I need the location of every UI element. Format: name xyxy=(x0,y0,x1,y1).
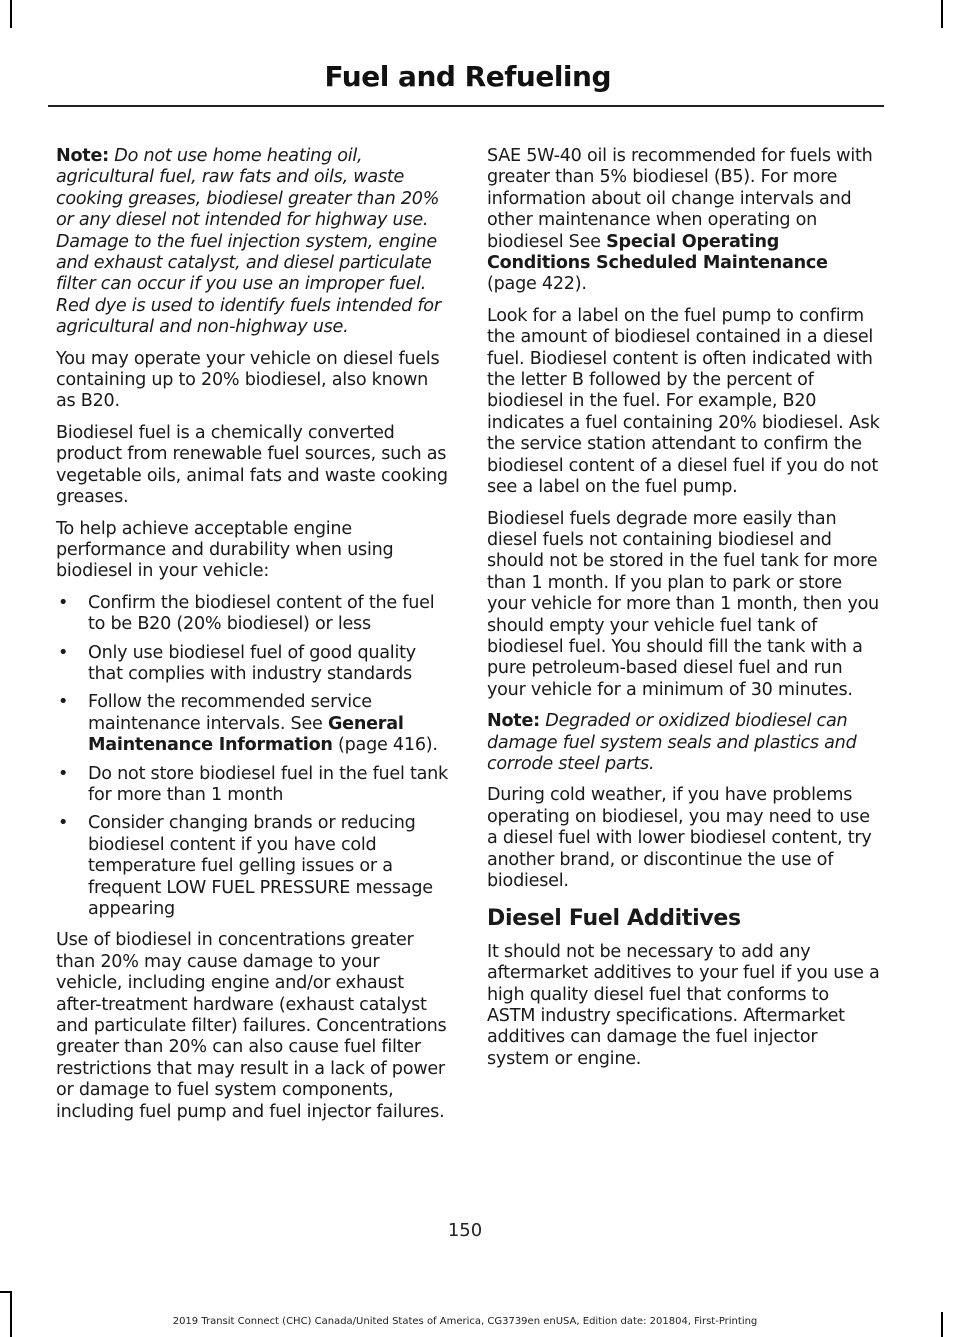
paragraph-oil-recommendation: SAE 5W-40 oil is recommended for fuels with greater than 5% biodiesel (B5). For more information about oil change intervals and other maintenance when operating on biodiesel See Special Operating Conditions Scheduled Maintenance (page 422). xyxy=(487,146,873,295)
note-text: Degraded or oxidized biodiesel can damage fuel system seals and plastics and corrode steel parts. xyxy=(487,711,857,774)
bullet-icon: • xyxy=(58,763,69,784)
right-column xyxy=(487,146,881,1080)
biodiesel-guidelines-list xyxy=(56,593,450,921)
note-label: Note: xyxy=(487,711,540,732)
list-item: • Only use biodiesel fuel of good quality that complies with industry standards xyxy=(58,642,416,684)
bullet-icon: • xyxy=(58,813,69,834)
paragraph-acceptable-performance: To help achieve acceptable engine performance and durability when using biodiesel in your vehicle: xyxy=(56,518,394,582)
header-divider xyxy=(48,105,884,107)
note-label: Note: xyxy=(56,146,109,166)
note-paragraph xyxy=(487,711,881,775)
bullet-icon: • xyxy=(58,692,69,713)
paragraph-additives: It should not be necessary to add any aftermarket additives to your fuel if you use a high quality diesel fuel that conforms to ASTM industry specifications. Aftermarket additives can damage the fuel injector system or engine. xyxy=(487,941,880,1069)
paragraph-concentration-warning: Use of biodiesel in concentrations greater than 20% may cause damage to your vehicle, including engine and/or exhaust after-treatment hardware (exhaust catalyst and particulate filter) failures. Concentrations greater than 20% can also cause fuel filter restrictions that may result in a lack of power or damage to fuel system components, including fuel pump and fuel injector failures. xyxy=(56,930,447,1122)
crop-mark-top-right xyxy=(941,0,943,28)
list-item: • Do not store biodiesel fuel in the fuel tank for more than 1 month xyxy=(58,763,448,805)
crop-mark-bottom-right xyxy=(941,1312,943,1337)
paragraph-b20: You may operate your vehicle on diesel fuels containing up to 20% biodiesel, also known as B20. xyxy=(56,348,440,412)
paragraph-storage: Biodiesel fuels degrade more easily than diesel fuels not containing biodiesel and should not be stored in the fuel tank for more than 1 month. If you plan to park or store your vehicle for more than 1 month, then you should empty your vehicle fuel tank of biodiesel fuel. You should fill the tank with a pure petroleum-based diesel fuel and run your vehicle for a minimum of 30 minutes. xyxy=(487,508,879,700)
note-text: Do not use home heating oil, agricultural fuel, raw fats and oils, waste cooking greases, biodiesel greater than 20% or any diesel not intended for highway use. Damage to the fuel injection system, engine and exhaust catalyst, and diesel particulate filter can occur if you use an improper fuel. Red dye is used to identify fuels intended for agricultural and non-highway use. xyxy=(56,146,441,338)
cross-reference-link[interactable]: General Maintenance Information xyxy=(88,713,404,756)
page-number: 150 xyxy=(447,1220,483,1241)
list-item: • Consider changing brands or reducing biodiesel content if you have cold temperature fuel gelling issues or a frequent LOW FUEL PRESSURE message appearing xyxy=(58,813,433,919)
footer-edition-info: 2019 Transit Connect (CHC) Canada/United States of America, CG3739en enUSA, Edition date: 201804, First-Printing xyxy=(172,1316,758,1327)
bullet-icon: • xyxy=(58,642,69,663)
paragraph-fuel-pump-label: Look for a label on the fuel pump to confirm the amount of biodiesel contained in a diesel fuel. Biodiesel content is often indicated with the letter B followed by the percent of biodiesel in the fuel. For example, B20 indicates a fuel containing 20% biodiesel. Ask the service station attendant to confirm the biodiesel content of a diesel fuel if you do not see a label on the fuel pump. xyxy=(487,305,880,498)
bullet-icon: • xyxy=(58,592,69,613)
crop-mark-top-left xyxy=(10,0,12,28)
paragraph-biodiesel-definition: Biodiesel fuel is a chemically converted product from renewable fuel sources, such as vegetable oils, animal fats and waste cooking greases. xyxy=(56,422,448,508)
crop-mark-bottom-left xyxy=(10,1291,12,1337)
page-title: Fuel and Refueling xyxy=(324,60,611,93)
list-item: • Confirm the biodiesel content of the fuel to be B20 (20% biodiesel) or less xyxy=(58,592,435,635)
paragraph-cold-weather: During cold weather, if you have problems operating on biodiesel, you may need to use a diesel fuel with lower biodiesel content, try another brand, or discontinue the use of biodiesel. xyxy=(487,785,872,891)
section-heading: Diesel Fuel Additives xyxy=(487,906,741,932)
list-item: • Follow the recommended service maintenance intervals. See General Maintenance Information (page 416). xyxy=(58,692,438,756)
cross-reference-link[interactable]: Special Operating Conditions Scheduled Maintenance xyxy=(487,231,828,274)
crop-mark-bottom-left-h xyxy=(0,1291,12,1293)
note-paragraph xyxy=(56,146,450,339)
left-column xyxy=(56,146,450,1133)
